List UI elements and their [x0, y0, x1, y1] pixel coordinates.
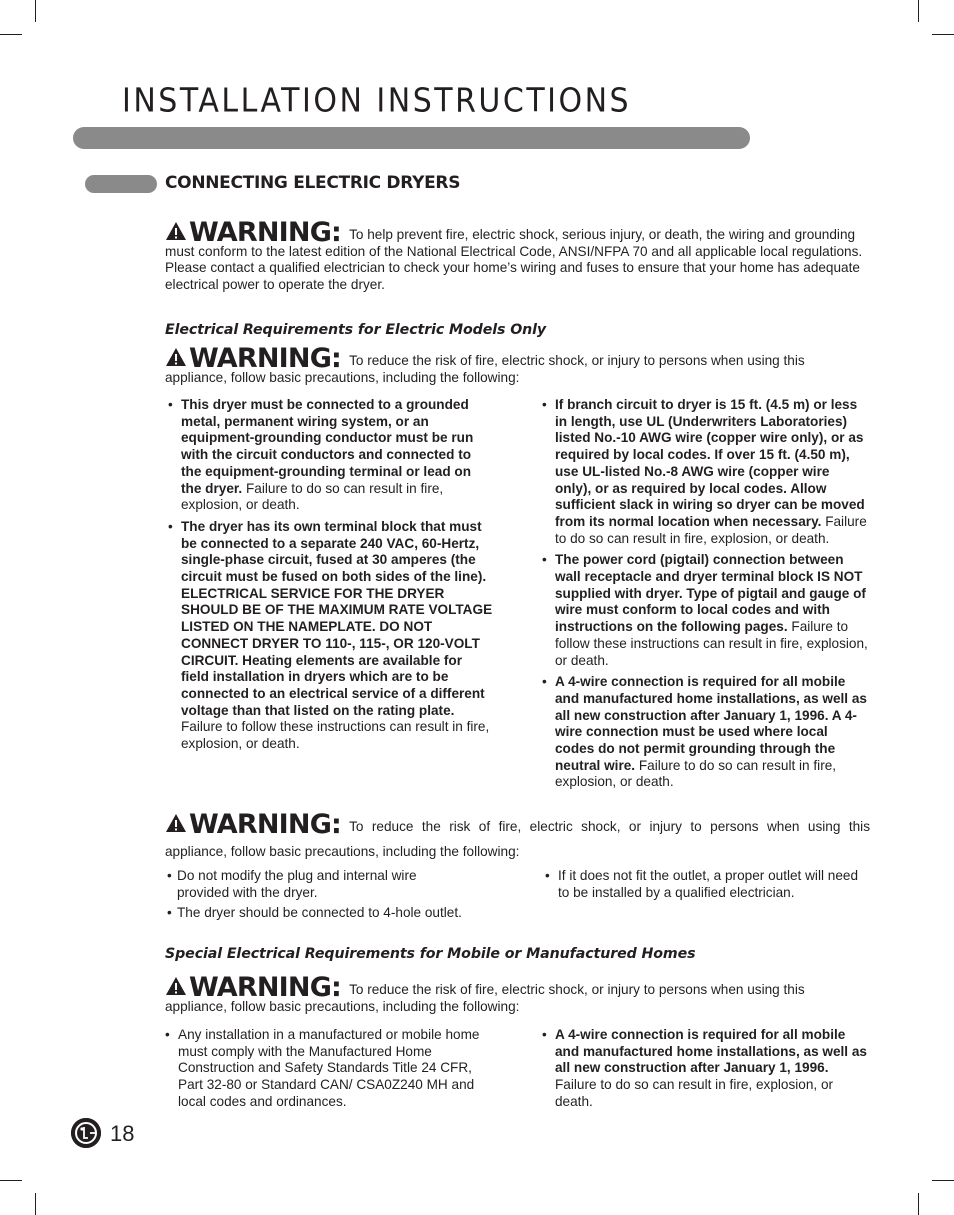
list-item: • A 4-wire connection is required for all mobile and manufactured home installations, as well as all new construction after January 1, 1996. A 4-wire connection must be used where local codes do not permit grounding through the neutral wire. Failure to do so can result in fire, explosion, or death. — [542, 674, 868, 791]
list-item: • If branch circuit to dryer is 15 ft. (4.5 m) or less in length, use UL (Underwriters Laboratories) listed No.-10 AWG wire (copper wire only), or as required by local codes. If over 15 ft. (4.50 m), use UL-listed No.-8 AWG wire (copper wire only), or as required by local codes. Allow sufficient slack in wiring so dryer can be moved from its normal location when necessary. Failure to do so can result in fire, explosion, or death. — [542, 397, 868, 547]
crop-mark — [932, 34, 954, 35]
requirements-left-column — [168, 397, 493, 758]
list-item: • Do not modify the plug and internal wire provided with the dryer. — [167, 868, 467, 901]
subheading-electrical: Electrical Requirements for Electric Models Only — [165, 322, 547, 338]
warning-triangle-icon — [165, 976, 187, 996]
crop-mark — [35, 1193, 36, 1215]
warning-text: To reduce the risk of fire, electric shock, or injury to persons when using this appliance, follow basic precautions, including the following: — [165, 819, 870, 859]
warning-block-4 — [165, 972, 870, 1015]
warning-text: To reduce the risk of fire, electric shock, or injury to persons when using this appliance, follow basic precautions, including the following: — [165, 982, 805, 1014]
warning-label: WARNING: — [165, 217, 341, 248]
warning-label: WARNING: — [165, 972, 341, 1003]
warning-label: WARNING: — [165, 809, 341, 840]
warning-triangle-icon — [165, 813, 187, 833]
crop-mark — [0, 34, 22, 35]
page-number: 18 — [110, 1121, 135, 1146]
list-item: • Any installation in a manufactured or mobile home must comply with the Manufactured Home Construction and Safety Standards Title 24 CFR, Part 32-80 or Standard CAN/ CSA0Z240 MH and local codes and ordinances. — [165, 1027, 495, 1111]
section-pill — [85, 175, 157, 193]
brand-logo-icon — [71, 1118, 101, 1148]
plug-left-column — [167, 868, 467, 926]
mobile-right-column — [542, 1027, 870, 1116]
list-item: • This dryer must be connected to a grounded metal, permanent wiring system, or an equipment-grounding conductor must be run with the circuit conductors and connected to the equipment-grounding terminal or lead on the dryer. Failure to do so can result in fire, explosion, or death. — [168, 397, 493, 514]
warning-block-3 — [165, 809, 870, 864]
list-item: • If it does not fit the outlet, a proper outlet will need to be installed by a qualified electrician. — [545, 868, 865, 901]
warning-block-1 — [165, 217, 870, 294]
list-item: • The power cord (pigtail) connection between wall receptacle and dryer terminal block IS NOT supplied with dryer. Type of pigtail and gauge of wire must conform to local codes and with instructions on the following pages. Failure to follow these instructions can result in fire, explosion, or death. — [542, 552, 868, 669]
warning-block-2 — [165, 343, 870, 386]
crop-mark — [918, 0, 919, 22]
crop-mark — [0, 1180, 22, 1181]
list-item: • A 4-wire connection is required for all mobile and manufactured home installations, as well as all new construction after January 1, 1996. Failure to do so can result in fire, explosion, or death. — [542, 1027, 870, 1111]
title-bar — [73, 127, 750, 149]
crop-mark — [918, 1193, 919, 1215]
warning-triangle-icon — [165, 347, 187, 367]
crop-mark — [35, 0, 36, 22]
section-title: CONNECTING ELECTRIC DRYERS — [165, 173, 461, 193]
page-title: INSTALLATION INSTRUCTIONS — [122, 82, 632, 121]
warning-label: WARNING: — [165, 343, 341, 374]
warning-triangle-icon — [165, 221, 187, 241]
warning-text: To help prevent fire, electric shock, serious injury, or death, the wiring and grounding must conform to the latest edition of the National Electrical Code, ANSI/NFPA 70 and all applicable local regulations. Please contact a qualified electrician to check your home’s wiring and fuses to ensure that your home has adequate electrical power to operate the dryer. — [165, 227, 863, 293]
requirements-right-column — [542, 397, 868, 796]
mobile-left-column — [165, 1027, 495, 1116]
warning-text: To reduce the risk of fire, electric shock, or injury to persons when using this appliance, follow basic precautions, including the following: — [165, 353, 805, 385]
list-item: • The dryer has its own terminal block that must be connected to a separate 240 VAC, 60-Hertz, single-phase circuit, fused at 30 amperes (the circuit must be fused on both sides of the line). ELECTRICAL SERVICE FOR THE DRYER SHOULD BE OF THE MAXIMUM RATE VOLTAGE LISTED ON THE NAMEPLATE. DO NOT CONNECT DRYER TO 110-, 115-, OR 120-VOLT CIRCUIT. Heating elements are available for field installation in dryers which are to be connected to an electrical service of a different voltage than that listed on the rating plate. Failure to follow these instructions can result in fire, explosion, or death. — [168, 519, 493, 753]
crop-mark — [932, 1180, 954, 1181]
list-item: • The dryer should be connected to 4-hole outlet. — [167, 905, 467, 922]
subheading-mobile-homes: Special Electrical Requirements for Mobile or Manufactured Homes — [165, 946, 696, 962]
plug-right-column — [545, 868, 865, 906]
